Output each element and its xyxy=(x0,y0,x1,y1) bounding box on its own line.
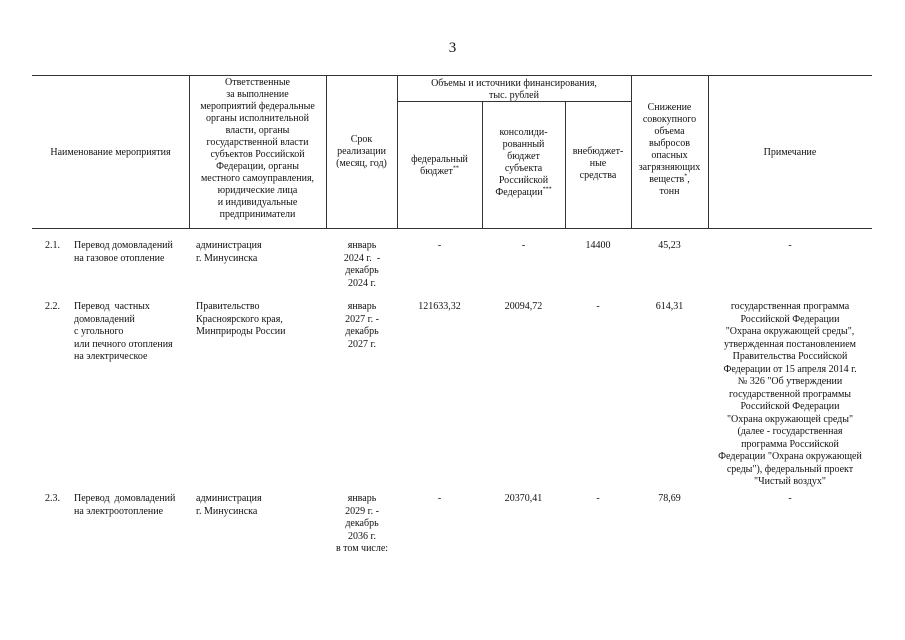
row-responsible xyxy=(196,240,326,265)
cell-line: декабрь xyxy=(345,518,379,529)
row-consolidated xyxy=(482,301,565,314)
header-line: рованный xyxy=(502,139,545,150)
header-line: Федерации*** xyxy=(495,186,552,198)
header-line: юридические лица xyxy=(217,185,298,196)
cell-line: государственная программа xyxy=(730,301,850,312)
header-line: государственной власти xyxy=(206,137,309,148)
cell-line: 14400 xyxy=(585,240,611,251)
header-line: тыс. рублей xyxy=(489,90,539,101)
cell-line: 20370,41 xyxy=(504,493,543,504)
header-line: Федерации, органы xyxy=(216,161,299,172)
cell-line: 20094,72 xyxy=(504,301,543,312)
row-term xyxy=(327,240,397,290)
cell-line: (далее - государственная xyxy=(737,426,843,437)
cell-line: в том числе: xyxy=(335,543,389,554)
table-header xyxy=(32,75,872,229)
header-responsible xyxy=(189,77,326,221)
cell-line: Правительство xyxy=(196,301,260,312)
cell-line: 2024 г. xyxy=(348,277,376,289)
header-offbudget xyxy=(565,146,631,182)
header-line: выбросов xyxy=(649,138,690,149)
header-line: федеральный xyxy=(411,154,468,165)
cell-line: - xyxy=(596,301,600,312)
row-note xyxy=(708,240,872,253)
cell-line: Федерации "Охрана окружающей xyxy=(718,451,862,462)
cell-line: Минприроды России xyxy=(196,326,286,337)
cell-line: с угольного xyxy=(74,326,124,337)
header-line: Ответственные xyxy=(225,77,290,88)
row-term xyxy=(327,301,397,351)
header-line: совокупного xyxy=(642,114,697,125)
header-reduction xyxy=(631,102,708,198)
cell-line: "Охрана окружающей среды" xyxy=(726,413,854,425)
header-line: консолиди- xyxy=(499,127,548,138)
cell-line: 2036 г. xyxy=(348,530,376,542)
header-line: объема xyxy=(654,126,685,137)
row-number xyxy=(45,240,71,253)
cell-line: г. Минусинска xyxy=(196,505,258,517)
cell-line: 121633,32 xyxy=(418,301,461,312)
cell-line: Перевод домовладений xyxy=(74,240,173,251)
cell-line: 2029 г. - xyxy=(345,505,379,517)
header-line: и индивидуальные xyxy=(217,197,298,208)
row-note xyxy=(708,493,872,506)
header-line: органы исполнительной xyxy=(206,113,309,124)
row-term xyxy=(327,493,397,556)
row-name xyxy=(74,493,192,518)
row-offbudget xyxy=(565,240,631,253)
header-line: Снижение xyxy=(647,102,692,113)
cell-line: Российской Федерации xyxy=(740,313,840,325)
cell-line: январь xyxy=(347,493,377,504)
row-number xyxy=(45,301,71,314)
row-federal xyxy=(397,493,482,506)
cell-line: Красноярского края, xyxy=(196,313,283,325)
cell-line: 2.3. xyxy=(45,493,60,504)
cell-line: администрация xyxy=(196,493,262,504)
cell-line: 2024 г. - xyxy=(343,252,381,264)
cell-line: государственной программы xyxy=(728,388,852,400)
header-federal xyxy=(397,154,482,178)
header-line: мероприятий федеральные xyxy=(200,101,315,112)
row-name xyxy=(74,240,192,265)
cell-line: 78,69 xyxy=(658,493,681,504)
header-name: Наименование мероприятия xyxy=(50,147,171,158)
header-line: власти, органы xyxy=(225,125,290,136)
cell-line: среды"), федеральный проект xyxy=(726,463,854,475)
cell-line: - xyxy=(521,240,526,251)
header-line: бюджет xyxy=(507,151,540,162)
page-number: 3 xyxy=(448,40,457,56)
header-term xyxy=(326,134,397,170)
header-line: за выполнение xyxy=(226,89,289,100)
header-line: тонн xyxy=(659,186,680,197)
cell-line: 614,31 xyxy=(655,301,684,312)
header-line: местного самоуправления, xyxy=(200,173,315,184)
header-line: (месяц, год) xyxy=(336,158,387,169)
cell-line: - xyxy=(437,240,442,251)
row-number xyxy=(45,493,71,506)
header-line: опасных xyxy=(651,150,688,161)
cell-line: 2027 г. - xyxy=(345,313,379,325)
cell-line: "Чистый воздух" xyxy=(754,476,826,487)
cell-line: "Охрана окружающей среды", xyxy=(725,326,855,337)
row-consolidated xyxy=(482,240,565,253)
cell-line: на газовое отопление xyxy=(74,252,165,264)
cell-line: утвержденная постановлением xyxy=(724,338,856,350)
cell-line: декабрь xyxy=(345,265,379,276)
header-line: Объемы и источники финансирования, xyxy=(431,78,597,89)
header-line: ные xyxy=(589,158,607,169)
cell-line: администрация xyxy=(196,240,262,251)
row-federal xyxy=(397,240,482,253)
row-offbudget xyxy=(565,493,631,506)
cell-line: № 326 "Об утверждении xyxy=(737,376,843,387)
header-line: Российской xyxy=(498,175,549,186)
cell-line: Российской Федерации xyxy=(740,401,840,412)
row-responsible xyxy=(196,493,326,518)
header-line: предприниматели xyxy=(219,209,296,220)
cell-line: - xyxy=(596,493,600,504)
cell-line: Федерации от 15 апреля 2014 г. xyxy=(723,363,857,375)
cell-line: Перевод частных xyxy=(74,301,150,312)
cell-line: - xyxy=(788,493,792,504)
cell-line: декабрь xyxy=(345,326,379,337)
cell-line: программа Российской xyxy=(741,438,839,450)
header-line: внебюджет- xyxy=(572,146,624,157)
header-finance-group xyxy=(397,78,631,102)
footnote-mark: * xyxy=(684,173,688,180)
cell-line: 45,23 xyxy=(658,240,681,251)
cell-line: январь xyxy=(347,301,377,312)
row-responsible xyxy=(196,301,326,339)
row-reduction xyxy=(631,301,708,314)
header-line: субъекта xyxy=(504,163,543,174)
cell-line: или печного отопления xyxy=(74,338,173,350)
cell-line: г. Минусинска xyxy=(196,252,258,264)
header-line: реализации xyxy=(337,146,386,157)
cell-line: Правительства Российской xyxy=(732,351,848,362)
row-federal xyxy=(397,301,482,314)
cell-line: - xyxy=(437,493,442,504)
cell-line: 2.2. xyxy=(45,301,60,312)
row-offbudget xyxy=(565,301,631,314)
header-line: средства xyxy=(579,170,617,181)
header-line: загрязняющих xyxy=(638,162,701,173)
footnote-mark: ** xyxy=(452,165,459,172)
cell-line: домовладений xyxy=(74,313,135,325)
header-line: веществ*, xyxy=(649,173,690,185)
cell-line: Перевод домовладений xyxy=(74,493,176,504)
row-reduction xyxy=(631,493,708,506)
cell-line: 2027 г. xyxy=(348,338,376,350)
row-name xyxy=(74,301,192,364)
cell-line: на электроотопление xyxy=(74,505,164,517)
cell-line: - xyxy=(788,240,792,251)
footnote-mark: *** xyxy=(542,186,552,193)
header-line: бюджет** xyxy=(420,165,459,177)
header-line: Срок xyxy=(350,134,373,145)
header-note: Примечание xyxy=(763,147,817,158)
row-note xyxy=(708,301,872,489)
cell-line: январь xyxy=(347,240,377,251)
cell-line: на электрическое xyxy=(74,351,148,362)
row-consolidated xyxy=(482,493,565,506)
cell-line: 2.1. xyxy=(45,240,60,251)
row-reduction xyxy=(631,240,708,253)
header-line: субъектов Российской xyxy=(210,149,305,160)
header-consolidated xyxy=(482,127,565,199)
